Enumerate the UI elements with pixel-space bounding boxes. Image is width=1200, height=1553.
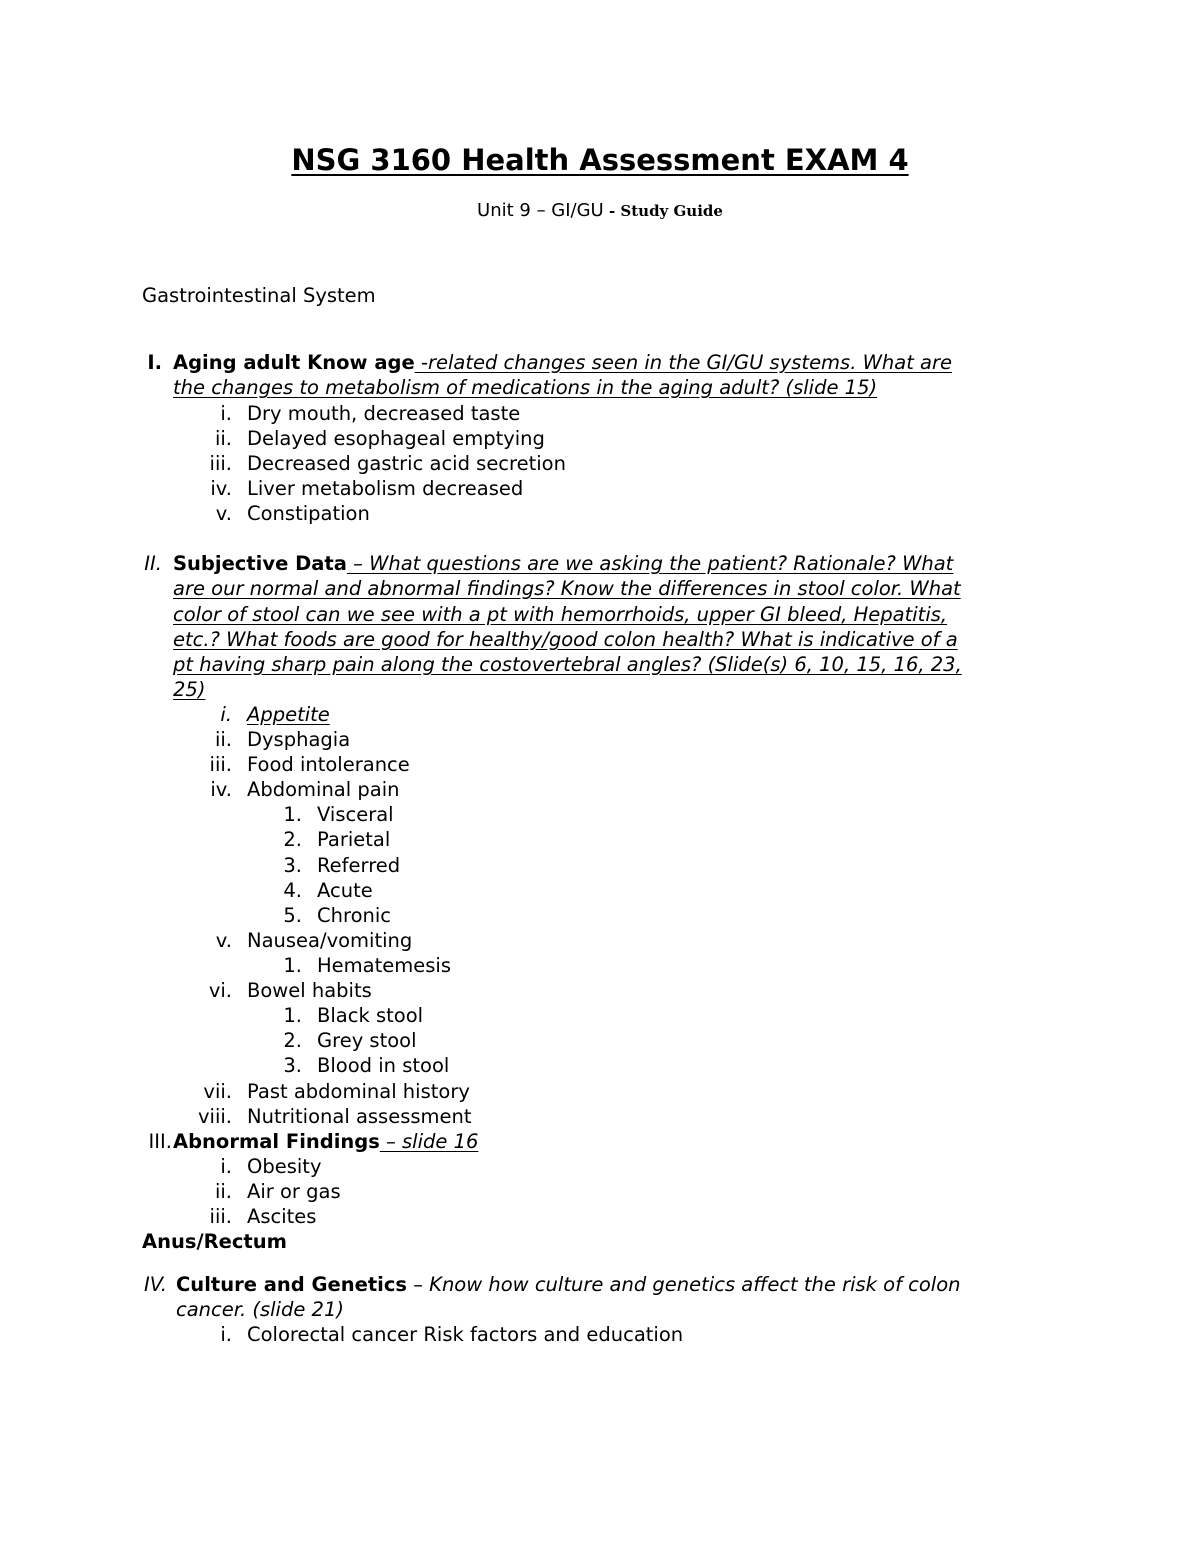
list-marker: I. bbox=[147, 351, 162, 374]
list-item-text: are our normal and abnormal findings? Know the differences in stool color. What bbox=[173, 577, 961, 600]
list-marker: II. bbox=[144, 552, 162, 575]
list-item: Nausea/vomiting bbox=[247, 929, 413, 952]
list-marker: i. bbox=[220, 1323, 232, 1346]
list-marker: v. bbox=[215, 502, 232, 525]
list-item: Nutritional assessment bbox=[247, 1105, 472, 1128]
list-marker: vii. bbox=[203, 1080, 232, 1103]
list-marker: III. bbox=[148, 1130, 172, 1153]
section-heading-gi: Gastrointestinal System bbox=[142, 284, 376, 307]
list-item: Air or gas bbox=[247, 1180, 341, 1203]
list-item: Ascites bbox=[247, 1205, 317, 1228]
list-marker: 4. bbox=[283, 879, 302, 902]
list-marker: vi. bbox=[208, 979, 232, 1002]
list-marker: 1. bbox=[283, 1004, 302, 1027]
list-item: Appetite bbox=[247, 703, 330, 726]
list-marker: 2. bbox=[283, 1029, 302, 1052]
list-item: Decreased gastric acid secretion bbox=[247, 452, 566, 475]
list-item-aging-adult: Aging adult Know age -related changes seen in the GI/GU systems. What are bbox=[173, 351, 953, 374]
list-item: Hematemesis bbox=[317, 954, 451, 977]
list-item: Obesity bbox=[247, 1155, 322, 1178]
list-item: Referred bbox=[317, 854, 401, 877]
list-item: Parietal bbox=[317, 828, 391, 851]
list-marker: v. bbox=[215, 929, 232, 952]
list-item: Liver metabolism decreased bbox=[247, 477, 524, 500]
list-marker: 3. bbox=[283, 854, 302, 877]
list-marker: 1. bbox=[283, 803, 302, 826]
list-item-text: the changes to metabolism of medications in the aging adult? (slide 15) bbox=[173, 376, 878, 399]
list-marker: iii. bbox=[209, 452, 232, 475]
list-marker: iii. bbox=[209, 1205, 232, 1228]
list-item: Constipation bbox=[247, 502, 370, 525]
list-marker: iii. bbox=[209, 753, 232, 776]
list-marker: 1. bbox=[283, 954, 302, 977]
list-item-text: cancer. (slide 21) bbox=[176, 1298, 344, 1321]
list-item: Blood in stool bbox=[317, 1054, 450, 1077]
list-marker: 5. bbox=[283, 904, 302, 927]
list-item-text: color of stool can we see with a pt with hemorrhoids, upper GI bleed, Hepatitis, bbox=[173, 603, 948, 626]
list-marker: i. bbox=[220, 402, 232, 425]
list-item-text: etc.? What foods are good for healthy/good colon health? What is indicative of a bbox=[173, 628, 958, 651]
list-item: Grey stool bbox=[317, 1029, 417, 1052]
list-item-text: 25) bbox=[173, 678, 206, 701]
list-marker: ii. bbox=[214, 1180, 232, 1203]
list-item: Chronic bbox=[317, 904, 391, 927]
list-marker: iv. bbox=[210, 778, 232, 801]
list-item: Abdominal pain bbox=[247, 778, 400, 801]
list-item: Delayed esophageal emptying bbox=[247, 427, 545, 450]
document-title: NSG 3160 Health Assessment EXAM 4 bbox=[291, 143, 909, 177]
list-marker: 2. bbox=[283, 828, 302, 851]
list-marker: i. bbox=[220, 1155, 232, 1178]
list-item: Black stool bbox=[317, 1004, 424, 1027]
list-marker: 3. bbox=[283, 1054, 302, 1077]
section-heading-anus-rectum: Anus/Rectum bbox=[142, 1230, 287, 1253]
list-item: Dysphagia bbox=[247, 728, 351, 751]
list-item: Colorectal cancer Risk factors and education bbox=[247, 1323, 684, 1346]
list-item-subjective-data: Subjective Data – What questions are we asking the patient? Rationale? What bbox=[173, 552, 954, 575]
document-subtitle: Unit 9 – GI/GU - Study Guide bbox=[477, 200, 723, 221]
list-item: Visceral bbox=[317, 803, 394, 826]
list-item-text: pt having sharp pain along the costovertebral angles? (Slide(s) 6, 10, 15, 16, 23, bbox=[173, 653, 962, 676]
list-marker: IV. bbox=[143, 1273, 167, 1296]
list-item: Acute bbox=[317, 879, 373, 902]
list-marker: viii. bbox=[198, 1105, 232, 1128]
list-item-culture-genetics: Culture and Genetics – Know how culture and genetics affect the risk of colon bbox=[176, 1273, 961, 1296]
list-marker: ii. bbox=[214, 427, 232, 450]
list-item: Bowel habits bbox=[247, 979, 372, 1002]
list-item-abnormal-findings: Abnormal Findings – slide 16 bbox=[173, 1130, 479, 1153]
list-item: Dry mouth, decreased taste bbox=[247, 402, 521, 425]
list-marker: i. bbox=[220, 703, 232, 726]
list-item: Food intolerance bbox=[247, 753, 410, 776]
list-marker: iv. bbox=[210, 477, 232, 500]
list-marker: ii. bbox=[214, 728, 232, 751]
list-item: Past abdominal history bbox=[247, 1080, 470, 1103]
